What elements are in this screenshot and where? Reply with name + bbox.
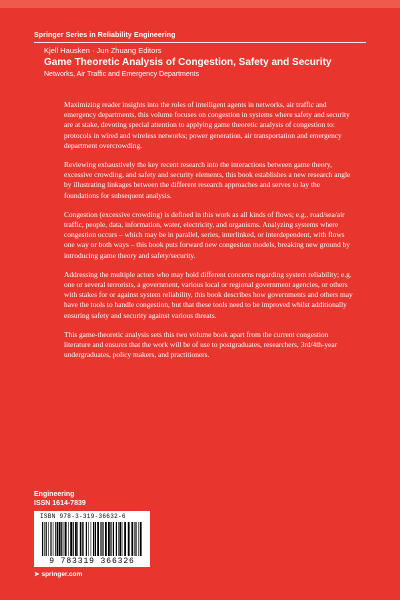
isbn-label: ISBN 978-3-319-36632-6 <box>40 513 126 520</box>
blurb-paragraph: Maximizing reader insights into the roles of intelligent agents in networks, air traffic and emergency departments, this volume focuses on congestion in systems where safety and security are at stake, devoting special attention to applying game theoretic analysis of congestion to: protocols in wired and wireless networks; power generation, air transportation and emergency department overcrowding. <box>64 100 350 150</box>
barcode <box>34 511 150 567</box>
barcode-digits: 9 783319 366326 <box>49 557 135 566</box>
series-name: Springer Series in Reliability Engineering <box>34 32 176 39</box>
blurb-paragraph: Addressing the multiple actors who may hold different concerns regarding system reliability; e.g. one or several terrorists, a government, various local or regional government agencies, or others with stakes for or against system reliability, this book describes how governments and others may have the tools to handle congestion, but that these tools need to be improved whilst additionally ensuring safety and security against various threats. <box>64 269 353 320</box>
blurb <box>64 100 354 369</box>
divider <box>34 42 366 43</box>
blurb-paragraph: This game-theoretic analysis sets this two volume book apart from the current congestion literature and ensures that the work will be of use to postgraduates, researchers, 3rd/4th-year undergraduates, policy makers, and practitioners. <box>64 329 338 360</box>
website-label: springer.com <box>41 571 83 578</box>
book-title: Game Theoretic Analysis of Congestion, Safety and Security <box>44 57 332 68</box>
top-band <box>0 0 400 8</box>
editors: Kjell Hausken · Jun Zhuang Editors <box>44 46 162 55</box>
blurb-paragraph: Congestion (excessive crowding) is defined in this work as all kinds of flows; e.g., road/sea/air traffic, people, data, information, water, electricity, and organisms. Analyzing systems where congestion occurs – which may be in parallel, series, interlinked, or interdependent, with flows one way or both ways – this book puts forward new congestion models, breaking new ground by introducing game theory and safety/security. <box>64 209 350 260</box>
category-block <box>34 490 86 508</box>
book-subtitle: Networks, Air Traffic and Emergency Departments <box>44 71 200 78</box>
blurb-paragraph: Reviewing exhaustively the key recent research into the interactions between game theory, excessive crowding, and safety and security elements, this book establishes a new research angle by illustrating linkages between the different research approaches and serves to lay the foundations for subsequent analysis. <box>64 160 351 200</box>
website[interactable] <box>34 570 82 578</box>
category: Engineering <box>34 491 75 498</box>
arrow-icon: ➤ <box>34 571 40 578</box>
issn: ISSN 1614-7839 <box>34 500 86 507</box>
barcode-bars <box>42 522 142 556</box>
